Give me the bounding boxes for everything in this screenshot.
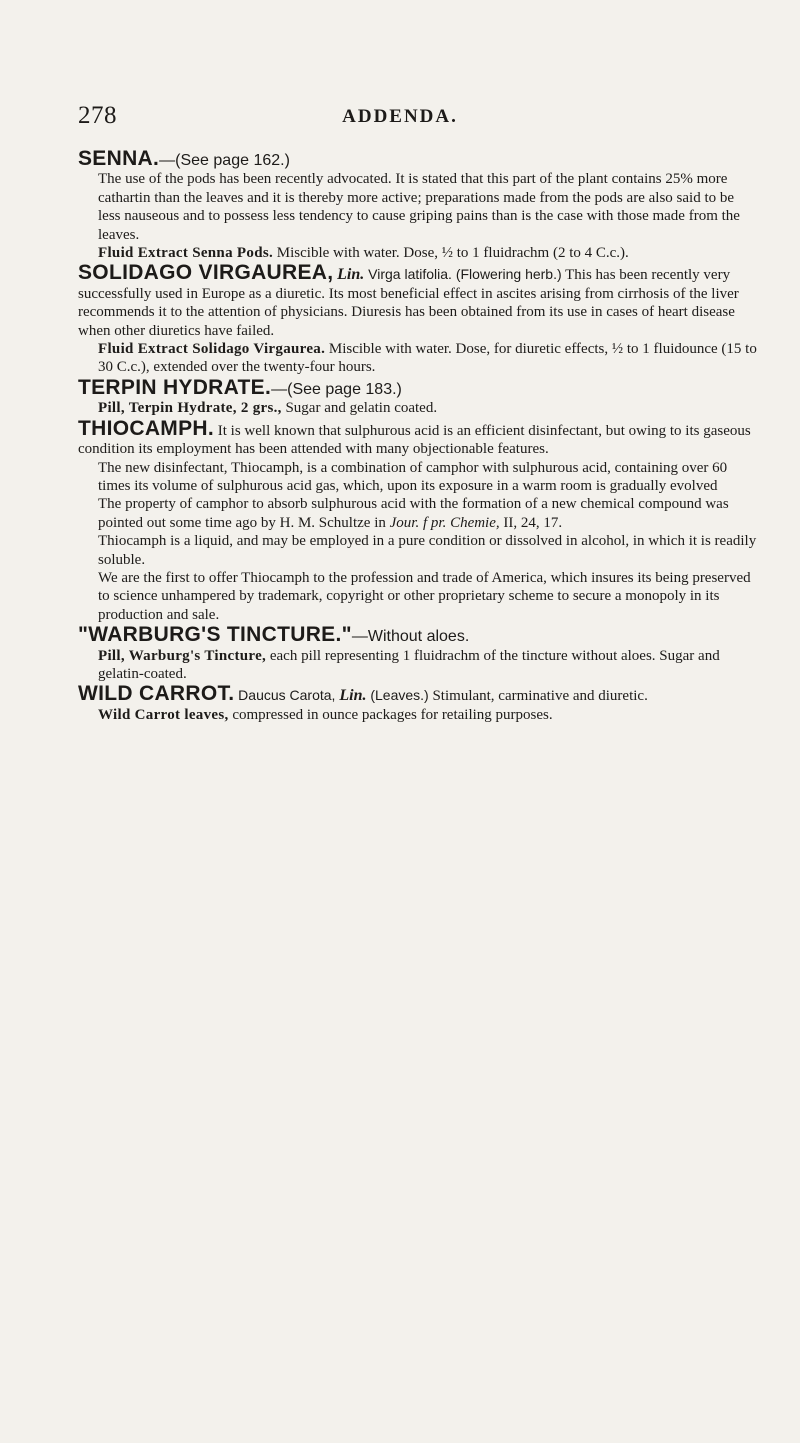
product-name: Fluid Extract Senna Pods. [98,245,274,262]
entry-heading: TERPIN HYDRATE. [78,375,272,399]
entry-wild-carrot [78,682,758,724]
paragraph: We are the first to offer Thiocamph to the profession and trade of America, which insures its being preserved to science unhampered by trademark, copyright or other proprietary scheme to secure a monopoly in its production and sale. [98,569,751,623]
entry-note: —Without aloes. [351,628,470,646]
paragraph: The new disinfectant, Thiocamph, is a combination of camphor with sulphurous acid, containing over 60 times its volume of sulphurous acid gas, which, upon its exposure in a warm room is gradually evolved [98,459,728,494]
author-abbrev: Lin. [339,687,367,705]
product-text: Sugar and gelatin coated. [285,400,438,417]
paragraph [78,495,758,532]
entry-heading: "WARBURG'S TINCTURE." [78,623,352,647]
botanical-name: Daucus Carota, [238,687,336,704]
product-name: Pill, Warburg's Tincture, [98,647,267,664]
product-text: each pill representing 1 fluidrachm of the tincture without aloes. Sugar and gelatin-coated. [98,647,720,682]
entry-text: The use of the pods has been recently advocated. It is stated that this part of the plant contains 25% more cathartin than the leaves and it is thereby more active; preparations made from the pods are also said to be less nauseous and to possess less tendency to cause griping pains than is the case with those made from the leaves. [98,171,740,243]
entry-heading: WILD CARROT. [78,682,235,706]
page-header [0,0,800,130]
entry-thiocamph [78,416,758,624]
product-name: Fluid Extract Solidago Virgaurea. [98,341,326,358]
product-text: Miscible with water. Dose, ½ to 1 fluidrachm (2 to 4 C.c.). [276,245,629,262]
entry-senna [78,147,758,262]
running-head: ADDENDA. [342,106,458,127]
product-entry [78,706,758,724]
entry-heading: SENNA. [78,147,160,170]
part-used: (Leaves.) [370,687,429,704]
entry-warburgs-tincture [78,623,758,683]
product-entry [78,399,758,417]
product-entry [78,340,758,377]
page-number: 278 [78,102,117,129]
entry-text: This has been recently very successfully used in Europe as a diuretic. Its most beneficial effect in ascites arising from cirrhosis of the liver recommends it to the attention of physicians. Diuresis has been obtained from its use in cases of heart disease when other diuretics have failed. [78,267,739,339]
entry-heading: THIOCAMPH. [78,416,214,440]
synonym: Virga latifolia. (Flowering herb.) [368,266,562,283]
entry-terpin-hydrate [78,375,758,418]
entry-text: Stimulant, carminative and diuretic. [432,688,648,705]
product-entry [78,647,758,684]
product-text: Miscible with water. Dose, for diuretic effects, ½ to 1 fluidounce (15 to 30 C.c.), extended over the twenty-four hours. [98,341,757,376]
product-name: Wild Carrot leaves, [98,706,229,723]
product-text: compressed in ounce packages for retailing purposes. [232,706,553,723]
page-reference: —(See page 183.) [271,380,402,398]
product-name: Pill, Terpin Hydrate, 2 grs., [98,400,282,417]
journal-citation: Jour. f pr. Chemie, [389,514,500,531]
product-entry [78,244,758,262]
author-abbrev: Lin. [337,266,365,284]
entry-lead-text: It is well known that sulphurous acid is an efficient disinfectant, but owing to its gaseous condition its employment has been attended with many objectionable features. [78,422,751,458]
page-body [78,148,758,724]
entry-heading: SOLIDAGO VIRGAUREA, [78,261,334,285]
citation-volume: II, 24, 17. [503,514,563,531]
paragraph-text: The property of camphor to absorb sulphurous acid with the formation of a new chemical compound was pointed out some time ago by H. M. Schultze in [98,496,729,531]
entry-solidago [78,261,758,376]
paragraph: Thiocamph is a liquid, and may be employed in a pure condition or dissolved in alcohol, in which it is readily soluble. [98,533,757,568]
page-reference: —(See page 162.) [159,152,290,169]
